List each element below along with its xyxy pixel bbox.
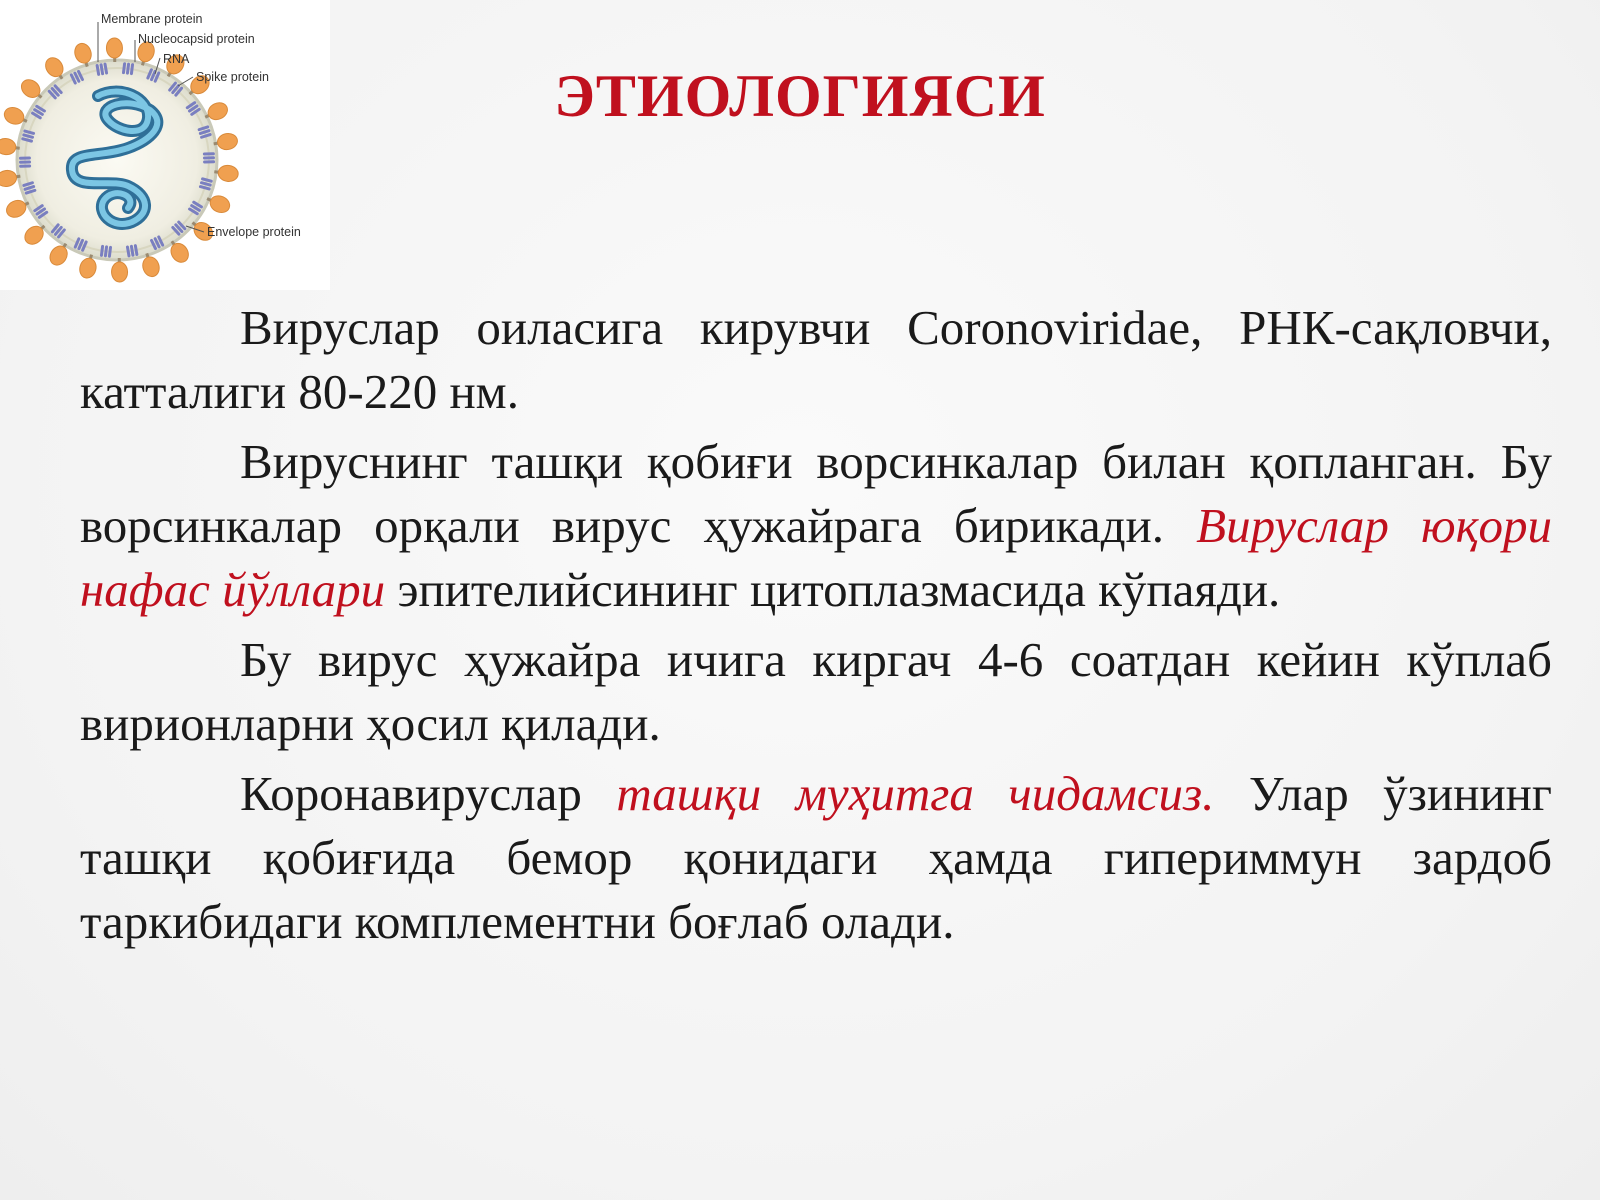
paragraph-4 (80, 762, 1552, 954)
paragraph-2-emphasis: Вируслар юқори нафас йўллари (80, 498, 1552, 617)
paragraph-2-text-b: эпителийсининг цитоплазмасида кўпаяди. (385, 562, 1281, 617)
label-rna: RNA (163, 52, 190, 66)
paragraph-4-text-b: Улар ўзининг ташқи қобиғида бемор қонидаги ҳамда гипериммун зардоб таркибидаги комплементни боғлаб олади. (80, 766, 1552, 949)
paragraph-4-text-a: Коронавируслар (240, 766, 617, 821)
label-membrane-protein: Membrane protein (101, 12, 203, 26)
membrane-protein-icon (19, 156, 31, 167)
paragraph-1-text: Вируслар оиласига кирувчи Coronoviridae, РНК-сақловчи, катталиги 80-220 нм. (80, 300, 1552, 419)
virus-illustration (0, 0, 330, 290)
spike-protein-icon (21, 223, 47, 248)
slide-body (80, 296, 1552, 960)
spike-protein-icon (111, 258, 127, 282)
paragraph-2-text-a: Вируснинг ташқи қобиғи ворсинкалар билан қопланган. Бу ворсинкалар орқали вирус ҳужайрага бирикади. (80, 434, 1552, 553)
label-nucleocapsid-protein: Nucleocapsid protein (138, 32, 255, 46)
label-spike-protein: Spike protein (196, 70, 269, 84)
label-envelope-protein: Envelope protein (207, 225, 301, 239)
paragraph-1 (80, 296, 1552, 424)
paragraph-4-emphasis: ташқи муҳитга чидамсиз. (616, 766, 1215, 821)
paragraph-3 (80, 628, 1552, 756)
membrane-protein-icon (126, 244, 139, 258)
spike-protein-icon (106, 38, 122, 62)
paragraph-2 (80, 430, 1552, 622)
spike-protein-icon (18, 76, 44, 101)
membrane-protein-icon (203, 152, 215, 163)
paragraph-3-text: Бу вирус ҳужайра ичига киргач 4-6 соатдан кейин кўплаб вирионларни ҳосил қилади. (80, 632, 1552, 751)
slide-title: ЭТИОЛОГИЯСИ (554, 63, 1046, 129)
membrane-protein-icon (100, 245, 112, 258)
membrane-protein-icon (122, 62, 134, 75)
membrane-protein-icon (95, 62, 108, 76)
coronavirus-structure-diagram (0, 0, 330, 290)
